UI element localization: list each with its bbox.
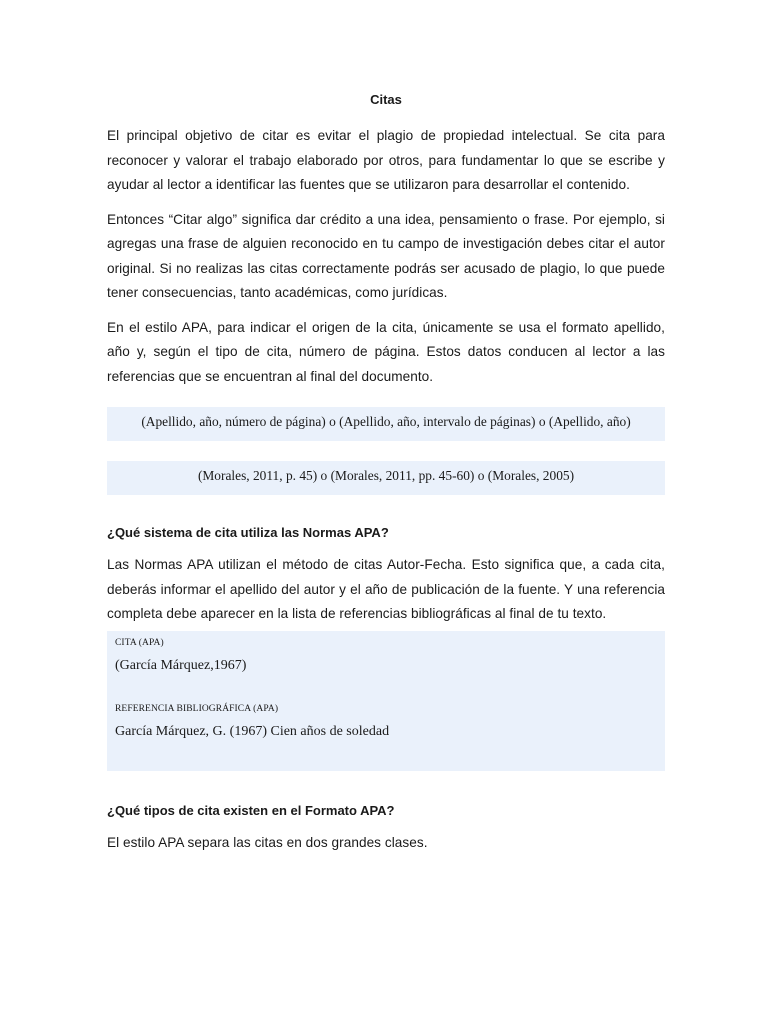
paragraph-purpose: El principal objetivo de citar es evitar el plagio de propiedad intelectual. Se cita para reconocer y valorar el trabajo elaborado por otros, para fundamentar lo que se escribe y ayudar al lector a identificar las fuentes que se utilizaron para desarrollar el contenido.: [107, 128, 665, 192]
section-heading-types: ¿Qué tipos de cita existen en el Formato APA?: [107, 802, 395, 818]
section-heading-system: ¿Qué sistema de cita utiliza las Normas APA?: [107, 525, 389, 540]
paragraph-citar-algo: Entonces “Citar algo” significa dar crédito a una idea, pensamiento o frase. Por ejemplo, si agregas una frase de alguien reconocido en tu campo de investigación debes citar el autor original. Si no realizas las citas correctamente podrás ser acusado de plagio, lo que puede tener consecuencias, tanto académicas, como jurídicas.: [107, 211, 665, 300]
cita-label: CITA (APA): [115, 637, 164, 648]
referencia-label: REFERENCIA BIBLIOGRÁFICA (APA): [115, 703, 279, 714]
paragraph-apa-format: En el estilo APA, para indicar el origen de la cita, únicamente se usa el formato apellido, año y, según el tipo de cita, número de página. Estos datos conducen al lector a las referencias que se encuentran al final del documento.: [107, 319, 665, 384]
spacer: [115, 677, 657, 699]
paragraph-two-classes: El estilo APA separa las citas en dos grandes clases.: [107, 834, 428, 850]
spacer: [107, 495, 665, 523]
cita-value: (García Márquez,1967): [115, 657, 247, 673]
apa-example-box: [107, 631, 665, 771]
paragraph-autor-fecha: Las Normas APA utilizan el método de citas Autor-Fecha. Esto significa que, a cada cita, deberás informar el apellido del autor y el año de publicación de la fuente. Y una referencia completa debe aparecer en la lista de referencias bibliográficas al final de tu texto.: [107, 557, 665, 621]
document-page: [107, 90, 665, 865]
spacer: [107, 771, 665, 801]
spacer: [107, 441, 665, 461]
citation-example-box: (Morales, 2011, p. 45) o (Morales, 2011, pp. 45-60) o (Morales, 2005): [107, 461, 665, 495]
referencia-value: García Márquez, G. (1967) Cien años de soledad: [115, 723, 390, 739]
document-title: Citas: [370, 92, 402, 107]
citation-format-box: (Apellido, año, número de página) o (Apellido, año, intervalo de páginas) o (Apellido, año): [107, 407, 665, 441]
